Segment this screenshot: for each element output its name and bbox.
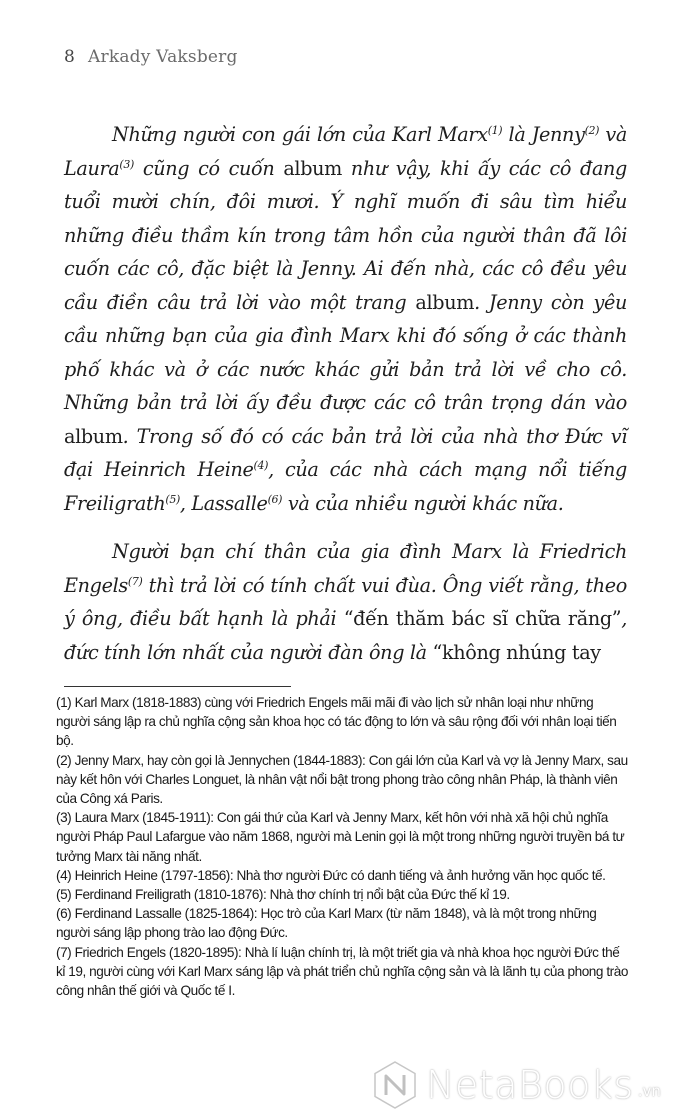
footnote-marker: (7) <box>127 574 143 588</box>
footnote-marker: (4) <box>253 459 269 472</box>
italic-text: và của nhiều người khác nữa. <box>282 491 564 515</box>
italic-text: là Jenny <box>502 123 585 146</box>
italic-text: như vậy, khi ấy các cô đang tuổi mười chín, đôi mươi. Ý nghĩ muốn đi sâu tìm hiểu những điều thầm kín trong tâm hồn của người thân đã lôi cuốn các cô, đặc biệt là Jenny. Ai đến nhà, các cô đều yêu cầu điền câu trả lời vào một trang <box>64 156 627 314</box>
footnote: (2) Jenny Marx, hay còn gọi là Jennychen (1844-1883): Con gái lớn của Karl và vợ là Jenny Marx, sau này kết hôn với Charles Longuet, là nhân vật nổi bật trong phong trào công nhân Pháp, là thành viên của Công xá Paris. <box>56 752 628 807</box>
footnote: (5) Ferdinand Freiligrath (1810-1876): Nhà thơ chính trị nổi bật của Đức thế kỉ 19. <box>56 887 510 903</box>
running-head-author: Arkady Vaksberg <box>88 47 238 67</box>
italic-text: và Laura <box>64 123 627 180</box>
footnote: (7) Friedrich Engels (1820-1895): Nhà lí luận chính trị, là một triết gia và nhà khoa học người Đức thế kỉ 19, người cùng với Karl Marx sáng lập và phát triển chủ nghĩa cộng sản và là lãnh tụ của phong trào công nhân thế giới và Quốc tế I. <box>56 944 628 999</box>
footnote-marker: (1) <box>487 124 503 137</box>
running-head <box>64 47 238 67</box>
italic-text: , Lassalle <box>179 491 268 515</box>
footnote-marker: (6) <box>267 492 283 506</box>
footnote: (6) Ferdinand Lassalle (1825-1864): Học trò của Karl Marx (từ năm 1848), và là một trong những người sáng lập phong trào lao động Đức. <box>56 906 597 941</box>
footnote: (1) Karl Marx (1818-1883) cùng với Friedrich Engels mãi mãi đi vào lịch sử nhân loại như những người sáng lập ra chủ nghĩa cộng sản khoa học có tác động to lớn và sâu rộng đối với nhân loại tiến bộ. <box>56 695 617 749</box>
watermark-brand: NetaBooks <box>426 1063 634 1107</box>
footnote-marker: (2) <box>584 124 600 137</box>
roman-text: “không nhúng tay <box>432 640 601 664</box>
watermark-tld: .vn <box>637 1082 661 1100</box>
italic-text: cũng có cuốn <box>133 156 284 180</box>
hexagon-n-logo-icon <box>372 1060 418 1110</box>
page-number: 8 <box>64 47 76 67</box>
italic-text: thì trả lời có tính chất vui đùa. Ông viết rằng, theo ý ông, điều bất hạnh là phải <box>64 573 627 630</box>
paragraph <box>64 118 627 520</box>
footnote-marker: (3) <box>119 157 134 171</box>
italic-text: . Jenny còn yêu cầu những bạn của gia đình Marx khi đó sống ở các thành phố khác và ở các nước khác gửi bản trả lời về cho cô. Những bản trả lời ấy đều được các cô trân trọng dán vào <box>64 290 627 414</box>
italic-text: . Trong số đó có các bản trả lời của nhà thơ Đức vĩ đại Heinrich Heine <box>64 424 627 481</box>
roman-text: album <box>283 156 342 180</box>
paragraph <box>64 535 627 669</box>
footnote: (3) Laura Marx (1845-1911): Con gái thứ của Karl và Jenny Marx, kết hôn với nhà xã hội chủ nghĩa người Pháp Paul Lafargue vào năm 1868, người mà Lenin gọi là một trong những người truyền bá tư tưởng Marx tài năng nhất. <box>56 810 625 864</box>
italic-text: , đức tính lớn nhất của người đàn ông là <box>64 607 627 664</box>
footnote: (4) Heinrich Heine (1797-1856): Nhà thơ người Đức có danh tiếng và ảnh hưởng văn học quốc tế. <box>56 867 606 883</box>
italic-text: Những người con gái lớn của Karl Marx <box>112 123 488 146</box>
italic-text: Người bạn chí thân của gia đình Marx là Friedrich Engels <box>64 540 627 597</box>
roman-text: “đến thăm bác sĩ chữa răng” <box>343 607 622 630</box>
body-text <box>64 118 627 669</box>
footnote-marker: (5) <box>165 492 180 506</box>
watermark <box>372 1060 661 1110</box>
roman-text: album <box>415 290 475 314</box>
footnote-divider <box>64 686 291 687</box>
footnotes <box>56 693 628 1000</box>
roman-text: album <box>64 424 123 448</box>
italic-text: , của các nhà cách mạng nổi tiếng Freiligrath <box>64 458 627 515</box>
